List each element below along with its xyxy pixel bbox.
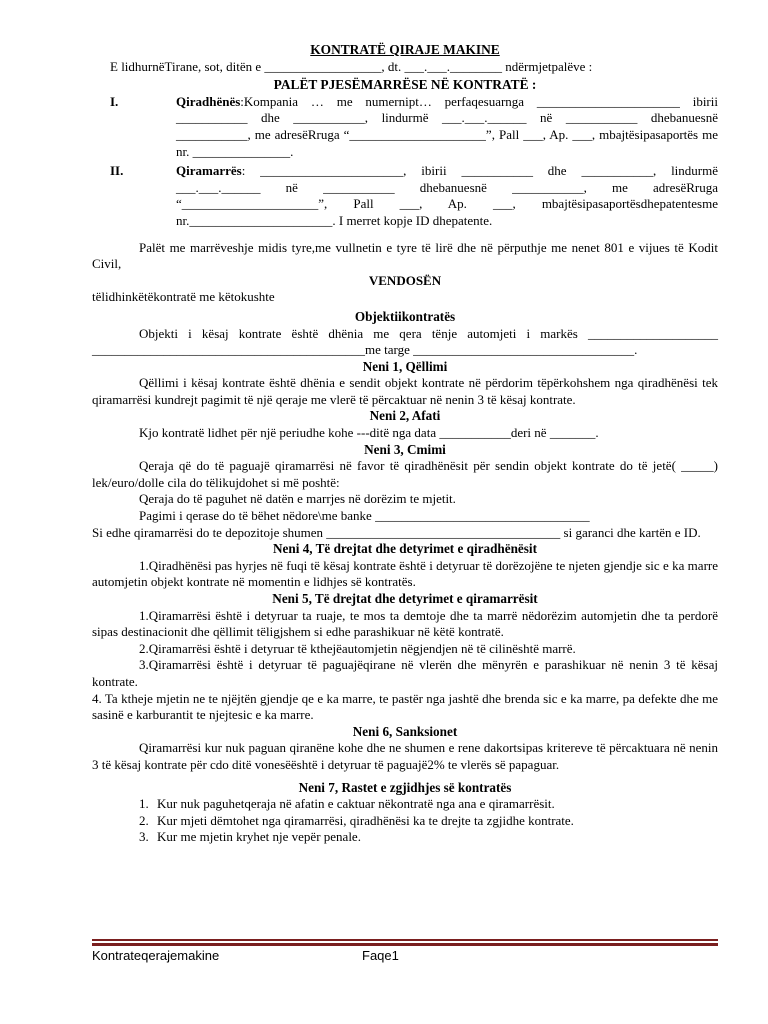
party-details: : ______________________, ibirii ___________ dhe ___________, lindurmë ___.___.______ në ___________ dhebanuesnë ___________, me adresëRruga “_____________________”, Pall ___, Ap. ___, mbajtësipasaportësdhepatentesme nr.______________________. I merret kopje ID dhepatente. [176, 163, 718, 228]
page-number: Faqe1 [362, 948, 399, 963]
article-5-heading: Neni 5, Të drejtat dhe detyrimet e qiramarrësit [272, 591, 538, 606]
list-item: 2. Kur mjeti dëmtohet nga qiramarrësi, qiradhënësi ka te drejte ta zgjidhe kontrate. [139, 812, 574, 828]
article-5-item: 3.Qiramarrësi është i detyruar të paguajëqirane në vlerën dhe mënyrën e parashikuar në nenin 3 të kësaj kontrate. [92, 657, 718, 689]
party-details: :Kompania … me numernipt… perfaqesuarnga ______________________ ibirii ___________ dhe ___________, lindurmë ___.___.______ në ___________ dhebanuesnë ___________, me adresëRruga “_____________________”, Pall ___, Ap. ___, mbajtësipasaportës me nr. _______________. [176, 93, 718, 159]
object-heading: Objektiikontratës [354, 308, 456, 324]
article-5-item: 4. Ta ktheje mjetin ne te njëjtën gjendje qe e ka marre, te pastër nga jashtë dhe brenda sic e ka marre, pa defekte dhe me sasinë e karburantit te njejtesic e ka marre. [92, 690, 718, 723]
article-1-heading: Neni 1, Qëllimi [362, 358, 448, 374]
article-4-text: 1.Qiradhënësi pas hyrjes në fuqi të kësaj kontrate është i detyruar të dorëzojëne te njeten gjendje sic e ka marre automjetin objekt kontrate në momentin e lidhjes së kontratës. [92, 557, 718, 590]
article-4-heading: Neni 4, Të drejtat dhe detyrimet e qiradhënësit [273, 541, 537, 557]
agreement-paragraph: Palët me marrëveshje midis tyre,me vullnetin e tyre të lirë dhe në përputhje me nenet 801 e vijues të Kodit Civil, [92, 239, 718, 272]
article-3-text: Qeraja që do të paguajë qiramarrësi në favor të qiradhënësit për sendin objekt kontrate do të jetë( _____) lek/euro/dolle cila do tëlikujdohet si më poshtë: [92, 458, 718, 490]
article-5-item: 1.Qiramarrësi është i detyruar ta ruaje, te mos ta demtoje dhe ta marrë nëdorëzim automjetin dhe ta perdorë sipas destinacionit dhe qëllimit tëligjshem si edhe parashikuar në këtë kontratë. [92, 607, 718, 640]
article-2-text: Kjo kontratë lidhet për një periudhe kohe ---ditë nga data ___________deri në _______. [139, 425, 599, 441]
list-item: 3. Kur me mjetin kryhet nje vepër penale. [139, 829, 361, 845]
article-1-text: Qëllimi i kësaj kontrate është dhënia e sendit objekt kontrate në përdorim tëpërkohshem nga qiradhënësi tek qiramarrësi kundrejt pagimit të një qeraje me vlerë të përcaktuar në nenin 3 të kësaj kontrate. [92, 375, 718, 407]
parties-heading: PALËT PJESËMARRËSE NË KONTRATË : [273, 77, 537, 93]
footer-filename: Kontrateqerajemakine [92, 948, 220, 963]
party-qiradhenes [92, 94, 718, 160]
article-6-heading: Neni 6, Sanksionet [352, 723, 458, 739]
article-3-text: Qeraja do të paguhet në datën e marrjes në dorëzim te mjetit. [139, 491, 456, 507]
party-label: Qiradhënës [176, 93, 241, 109]
list-item: 1. Kur nuk paguhetqeraja në afatin e caktuar nëkontratë nga ana e qiramarrësit. [139, 796, 555, 812]
party-number: II. [110, 163, 124, 179]
conclude-line: tëlidhinkëtëkontratë me këtokushte [92, 289, 275, 305]
document-title: KONTRATË QIRAJE MAKINE [310, 42, 500, 57]
party-qiramarres [92, 163, 718, 229]
decided-heading: VENDOSËN [368, 272, 442, 288]
article-7-list [92, 796, 718, 846]
party-label: Qiramarrës [176, 163, 242, 179]
article-7-heading: Neni 7, Rastet e zgjidhjes së kontratës [298, 779, 512, 795]
intro-line: E lidhurnëTirane, sot, ditën e __________________, dt. ___.___.________ ndërmjetpalëve : [110, 58, 593, 74]
article-6-text: Qiramarrësi kur nuk paguan qiranëne kohe dhe ne shumen e rene dakortsipas kritereve të përcaktuara në nenin 3 të kësaj kontrate për cdo ditë vonesëështë i detyruar të paguajë2% te vlerës së papaguar. [92, 740, 718, 772]
article-3-text: Si edhe qiramarrësi do te depozitoje shumen ____________________________________ si garanci dhe kartën e ID. [92, 524, 701, 540]
footer-divider [92, 939, 718, 946]
article-3-text: Pagimi i qerase do të bëhet nëdore\me banke _________________________________ [139, 508, 590, 524]
object-text: Objekti i kësaj kontrate është dhënia me qera tënje automjeti i markës ____________________ __________________________________________me targe __________________________________. [92, 325, 718, 358]
article-3-heading: Neni 3, Cmimi [364, 441, 446, 457]
article-2-heading: Neni 2, Afati [369, 408, 441, 424]
party-number: I. [110, 93, 119, 109]
contract-document [92, 42, 718, 846]
article-5-item: 2.Qiramarrësi është i detyruar të kthejëautomjetin nëgjendjen në të cilinështë marrë. [139, 640, 576, 656]
